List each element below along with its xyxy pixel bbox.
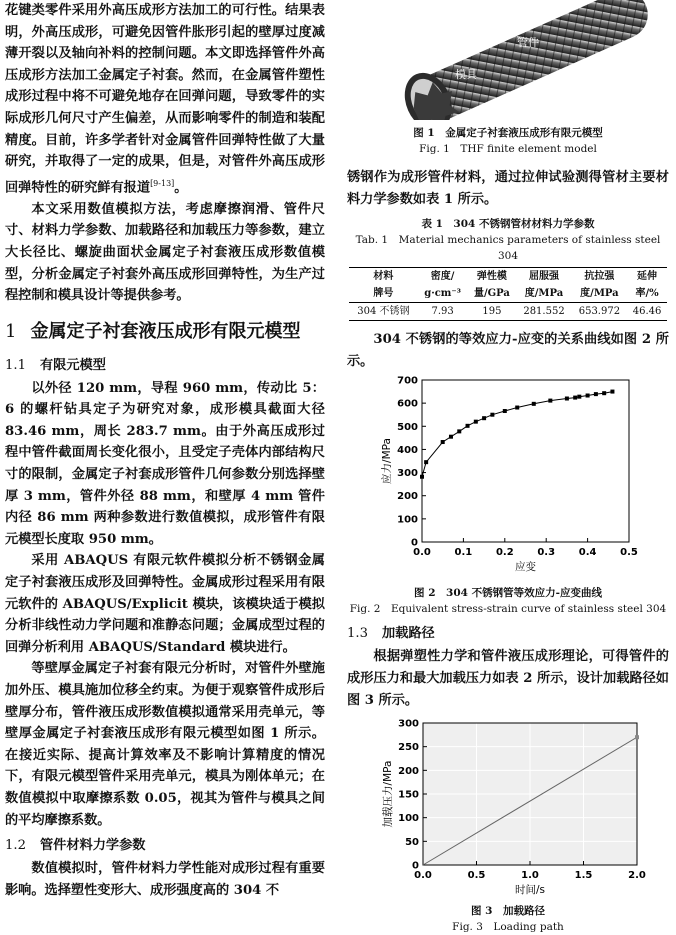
table-header: 度/MPa	[572, 285, 627, 303]
table-header: 屈服强	[516, 268, 571, 286]
x-tick-label: 0.0	[414, 870, 432, 882]
paragraph-intro-end: 花键类零件采用外高压成形方法加工的可行性。结果表明，外高压成形，可避免因管件胀形引起的壁厚过度减薄开裂以及轴向补料的控制问题。本文即选择管件外高压成形方法加工金属定子衬套。然而，在金属管件塑性成形过程中将不可避免地存在回弹问题，导致零件的实际成形几何尺寸产生偏差，从而影响零件的制造和装配精度。目前，许多学者针对金属管件回弹特性做了大量研究，并取得了一定的成果，但是，对管件外高压成形回弹特性的研究鲜有报道[9-13]。	[5, 3, 325, 196]
paragraph-stress-strain: 304 不锈钢的等效应力-应变的关系曲线如图 2 所示。	[347, 332, 669, 369]
x-tick-label: 0.5	[620, 547, 638, 559]
die-label: 模具	[455, 68, 477, 81]
figure-1-caption-cn: 图 1 金属定子衬套液压成形有限元模型	[413, 127, 603, 139]
plot-frame	[422, 380, 629, 542]
table-header: 度/MPa	[516, 285, 571, 303]
table-header: 牌号	[349, 285, 418, 303]
figure-2-caption-cn: 图 2 304 不锈钢管等效应力-应变曲线	[414, 587, 602, 600]
y-tick-label: 300	[397, 468, 418, 480]
data-point	[573, 396, 577, 400]
y-tick-label: 600	[397, 399, 418, 411]
data-point	[474, 420, 478, 424]
y-tick-label: 200	[397, 491, 418, 503]
paragraph-geometry: 以外径 120 mm，导程 960 mm，传动比 5：6 的螺杆钻具定子为研究对象，成形模具截面大径 83.46 mm，周长 283.7 mm。由于外高压成形过程中管件截面周长变化很小，且受定子壳体内部结构尺寸的限制，金属定子衬套成形管件几何参数分别选择壁厚 3 mm，管件外径 88 mm，和壁厚 4 mm 管件内径 86 mm 两种参数进行数值模拟，成形管件有限元模型长度取 950 mm。	[5, 380, 325, 547]
table-row	[349, 303, 667, 321]
paragraph-loading: 根据弹塑性力学和管件液压成形理论，可得管件的成形压力和最大加载压力如表 2 所示，设计加载路径如图 3 所示。	[347, 649, 669, 708]
x-tick-label: 0.5	[467, 870, 486, 882]
x-tick-label: 0.0	[413, 547, 431, 559]
x-tick-label: 0.3	[537, 547, 556, 559]
paragraph-material: 数值模拟时，管件材料力学性能对成形过程有重要影响。选择塑性变形大、成形强度高的 304 不	[5, 861, 325, 898]
y-tick-label: 300	[398, 718, 419, 730]
data-point	[482, 417, 486, 421]
figure-3-caption-en: Fig. 3 Loading path	[452, 921, 564, 934]
data-point	[457, 430, 461, 434]
y-tick-label: 400	[397, 445, 418, 457]
table-cell: 7.93	[418, 303, 468, 321]
data-point	[602, 392, 606, 396]
table-header: 率/%	[627, 285, 667, 303]
section-1-1-heading: 1.1 有限元模型	[5, 357, 106, 373]
citation: [9-13]	[150, 178, 175, 188]
paragraph-fe-model: 等壁厚金属定子衬套有限元分析时，对管件外壁施加外压、模具施加位移全约束。为便于观察管件成形后壁厚分布，管件液压成形数值模拟通常采用壳单元，等壁厚金属定子衬套液压成形有限元模型如图 1 所示。在接近实际、提高计算效率及不影响计算精度的情况下，有限元模型管件采用壳单元，模具为刚体单元；在数值模拟中取摩擦系数 0.05，视其为管件与模具之间的平均摩擦系数。	[5, 661, 325, 828]
y-tick-label: 200	[398, 765, 419, 777]
y-tick-label: 500	[397, 422, 418, 434]
data-point	[532, 402, 536, 406]
figure-1-caption-en: Fig. 1 THF finite element model	[419, 143, 597, 155]
paragraph-material-cont: 锈钢作为成形管件材料，通过拉伸试验测得管材主要材料力学参数如表 1 所示。	[347, 170, 669, 207]
data-point	[441, 440, 445, 444]
x-axis-label: 时间/s	[514, 884, 546, 897]
stress-strain-chart	[347, 372, 669, 577]
data-point	[420, 475, 424, 479]
series-line	[422, 392, 612, 542]
y-tick-label: 100	[398, 813, 419, 825]
data-point	[548, 399, 552, 403]
data-point	[490, 413, 494, 417]
x-tick-label: 1.0	[521, 870, 539, 882]
y-axis-label: 应力/MPa	[381, 438, 393, 485]
section-1-heading: 1 金属定子衬套液压成形有限元模型	[5, 320, 301, 342]
table-header: 密度/	[418, 268, 468, 286]
x-axis-label: 应变	[515, 561, 536, 574]
data-point	[449, 435, 453, 439]
y-tick-label: 150	[398, 789, 419, 801]
table-header: 材料	[349, 268, 418, 286]
y-tick-label: 0	[412, 860, 419, 872]
data-point	[503, 409, 507, 413]
table-1-caption-cn: 表 1 304 不锈钢管材材料力学参数	[421, 218, 595, 231]
table-cell: 653.972	[572, 303, 627, 321]
y-tick-label: 250	[398, 742, 419, 754]
figure-3-caption-cn: 图 3 加载路径	[471, 905, 545, 918]
data-point	[635, 735, 639, 739]
figure-2-caption-en: Fig. 2 Equivalent stress-strain curve of stainless steel 304	[349, 603, 667, 616]
fe-model-image	[347, 0, 669, 120]
x-tick-label: 0.4	[578, 547, 597, 559]
paragraph-abaqus: 采用 ABAQUS 有限元软件模拟分析不锈钢金属定子衬套液压成形及回弹特性。金属成形过程采用有限元软件的 ABAQUS/Explicit 模块，该模块适于模拟分析非线性动力学问题和准静态问题；金属成型过程的回弹分析利用 ABAQUS/Standard 模块进行。	[5, 553, 325, 655]
data-point	[565, 397, 569, 401]
data-point	[515, 406, 519, 410]
y-axis-label: 加载压力/MPa	[382, 760, 394, 828]
left-column	[5, 0, 325, 901]
x-tick-label: 1.5	[574, 870, 593, 882]
y-tick-label: 50	[405, 836, 419, 848]
data-point	[466, 424, 470, 428]
table-cell: 281.552	[516, 303, 571, 321]
data-point	[586, 394, 590, 398]
table-1-caption-en: Tab. 1 Material mechanics parameters of stainless steel 304	[355, 234, 661, 263]
x-tick-label: 2.0	[628, 870, 646, 882]
figure-1	[347, 0, 669, 120]
table-cell: 46.46	[627, 303, 667, 321]
x-tick-label: 0.2	[495, 547, 514, 559]
right-column	[347, 0, 669, 935]
section-1-3-heading: 1.3 加载路径	[347, 626, 435, 642]
table-header: 弹性模	[468, 268, 517, 286]
table-header: 量/GPa	[468, 285, 517, 303]
table-header: g·cm⁻³	[418, 285, 468, 303]
material-table	[349, 267, 667, 321]
y-tick-label: 700	[397, 375, 418, 387]
loading-path-chart	[347, 717, 669, 897]
table-header: 延伸	[627, 268, 667, 286]
x-tick-label: 0.1	[454, 547, 473, 559]
table-header: 抗拉强	[572, 268, 627, 286]
data-point	[610, 390, 614, 394]
y-tick-label: 100	[397, 514, 418, 526]
data-point	[577, 395, 581, 399]
table-cell: 304 不锈钢	[349, 303, 418, 321]
table-cell: 195	[468, 303, 517, 321]
paragraph-method: 本文采用数值模拟方法，考虑摩擦润滑、管件尺寸、材料力学参数、加载路径和加载压力等参数，建立大长径比、螺旋曲面状金属定子衬套液压成形数值模型，分析金属定子衬套外高压成形回弹特性，为生产过程控制和模具设计等提供参考。	[5, 201, 325, 304]
section-1-2-heading: 1.2 管件材料力学参数	[5, 838, 146, 854]
data-point	[594, 392, 598, 396]
data-point	[424, 461, 428, 465]
tube-label: 管件	[517, 36, 539, 49]
y-tick-label: 0	[411, 537, 418, 549]
